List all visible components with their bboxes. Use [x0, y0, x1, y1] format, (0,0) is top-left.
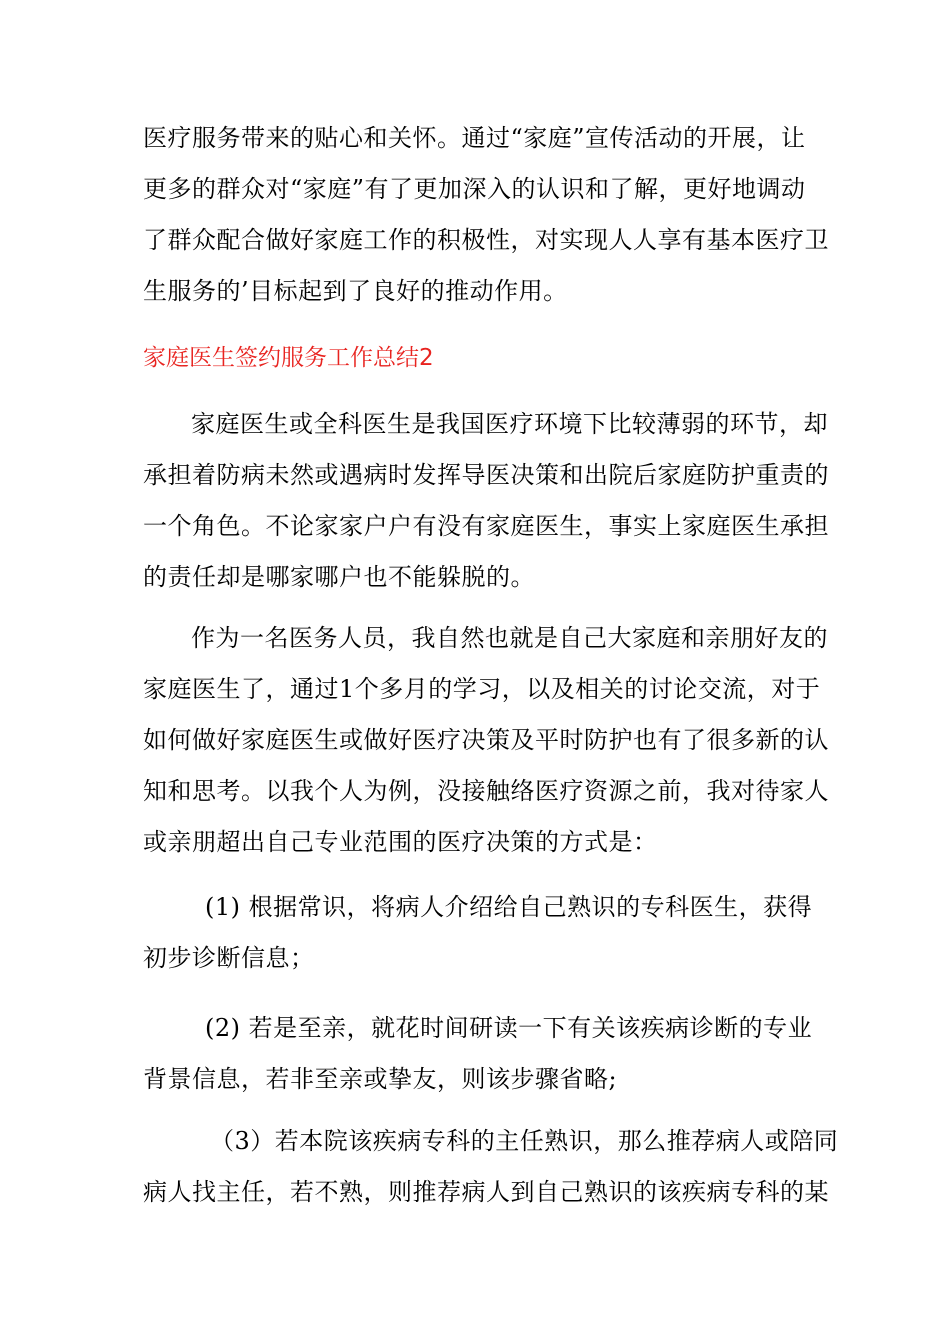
para2-line: 作为一名医务人员，我自然也就是自己大家庭和亲朋好友的	[191, 624, 828, 652]
para2-line: 或亲朋超出自己专业范围的医疗决策的方式是：	[143, 828, 658, 856]
para1-line: 的责任却是哪家哪户也不能躲脱的。	[143, 563, 535, 591]
intro-line: 生服务的’目标起到了良好的推动作用。	[143, 277, 568, 305]
para2-line: 如何做好家庭医生或做好医疗决策及平时防护也有了很多新的认	[143, 726, 829, 754]
para1-line: 家庭医生或全科医生是我国医疗环境下比较薄弱的环节，却	[191, 410, 828, 438]
intro-line: 了群众配合做好家庭工作的积极性，对实现人人享有基本医疗卫	[143, 226, 829, 254]
intro-line: 医疗服务带来的贴心和关怀。通过“家庭”宣传活动的开展，让	[143, 124, 806, 152]
list-item-3-line: （3）若本院该疾病专科的主任熟识，那么推荐病人或陪同	[210, 1127, 839, 1155]
para1-line: 一个角色。不论家家户户有没有家庭医生，事实上家庭医生承担	[143, 512, 829, 540]
list-item-2-line: (2) 若是至亲，就花时间研读一下有关该疾病诊断的专业	[205, 1014, 813, 1042]
para2-line: 家庭医生了，通过1个多月的学习，以及相关的讨论交流，对于	[143, 675, 821, 703]
list-item-2-line: 背景信息，若非至亲或挚友，则该步骤省略;	[143, 1065, 618, 1093]
section-heading: 家庭医生签约服务工作总结2	[143, 345, 434, 371]
list-item-1-line: 初步诊断信息；	[143, 944, 315, 972]
list-item-1-line: (1) 根据常识，将病人介绍给自己熟识的专科医生，获得	[205, 893, 813, 921]
para1-line: 承担着防病未然或遇病时发挥导医决策和出院后家庭防护重责的	[143, 461, 829, 489]
intro-line: 更多的群众对“家庭”有了更加深入的认识和了解，更好地调动	[143, 175, 806, 203]
list-item-3-line: 病人找主任，若不熟，则推荐病人到自己熟识的该疾病专科的某	[143, 1178, 829, 1206]
para2-line: 知和思考。以我个人为例，没接触络医疗资源之前，我对待家人	[143, 777, 829, 805]
